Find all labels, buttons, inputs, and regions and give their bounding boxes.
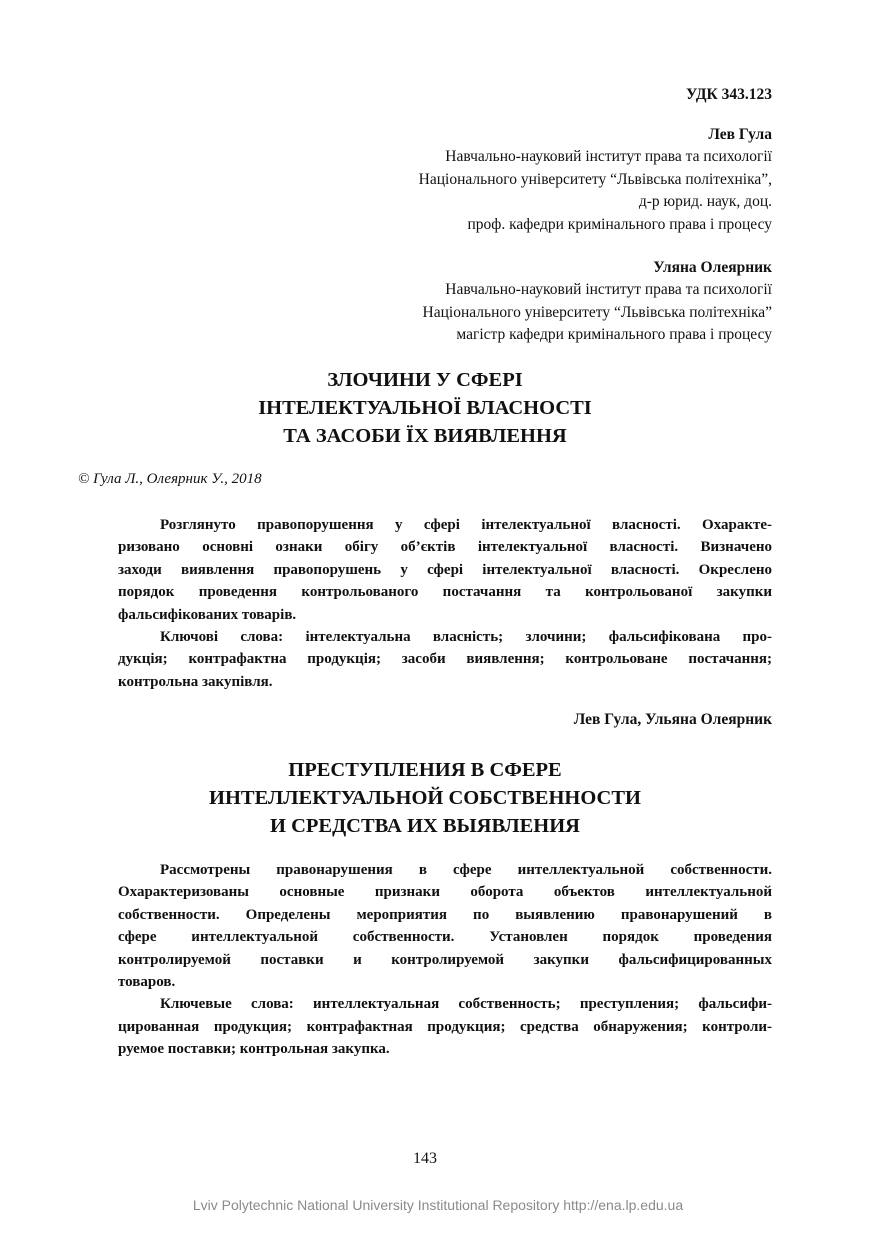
abstract-line: порядок проведення контрольованого постачання та контрольованої закупки <box>118 584 772 601</box>
title-line: ПРЕСТУПЛЕНИЯ В СФЕРЕ <box>288 759 562 781</box>
author-name: Лев Гула <box>708 126 772 143</box>
title-line: ИНТЕЛЛЕКТУАЛЬНОЙ СОБСТВЕННОСТИ <box>209 787 641 809</box>
abstract-line: товаров. <box>118 974 176 991</box>
title-line: ТА ЗАСОБИ ЇХ ВИЯВЛЕННЯ <box>283 425 567 447</box>
keywords-line: руемое поставки; контрольная закупка. <box>118 1041 390 1058</box>
author-affiliation: Навчально-науковий інститут права та психології <box>445 148 772 166</box>
author-affiliation: Навчально-науковий інститут права та психології <box>445 281 772 299</box>
keywords-line: контрольна закупівля. <box>118 673 273 690</box>
copyright: © Гула Л., Олеярник У., 2018 <box>78 471 262 487</box>
author-name: Уляна Олеярник <box>653 259 772 276</box>
keywords-line: Ключевые слова: интеллектуальная собственность; преступления; фальсифи- <box>160 996 772 1013</box>
author-degree: д-р юрид. наук, доц. <box>638 193 772 211</box>
abstract-ua <box>118 514 772 693</box>
author-position: проф. кафедри кримінального права і процесу <box>467 215 772 233</box>
author-affiliation: Національного університету “Львівська політехніка” <box>422 303 772 321</box>
abstract-line: сфере интеллектуальной собственности. Установлен порядок проведения <box>118 929 772 946</box>
keywords-line: Ключові слова: інтелектуальна власність; злочини; фальсифікована про- <box>160 629 772 646</box>
title-ru <box>0 756 850 840</box>
abstract-line: ризовано основні ознаки обігу об’єктів інтелектуальної власності. Визначено <box>118 539 772 556</box>
abstract-line: Охарактеризованы основные признаки оборота объектов интеллектуальной <box>118 884 772 901</box>
authors-ru: Лев Гула, Ульяна Олеярник <box>573 711 772 728</box>
abstract-line: Розглянуто правопорушення у сфері інтелектуальної власності. Охаракте- <box>160 517 772 533</box>
abstract-line: фальсифікованих товарів. <box>118 606 297 623</box>
abstract-line: Рассмотрены правонарушения в сфере интеллектуальной собственности. <box>160 862 772 878</box>
title-ua <box>0 366 850 450</box>
keywords-line: цированная продукция; контрафактная продукция; средства обнаружения; контроли- <box>118 1018 772 1035</box>
title-line: ЗЛОЧИНИ У СФЕРІ <box>327 369 523 391</box>
author-block-1 <box>419 124 772 236</box>
page-number: 143 <box>413 1150 437 1167</box>
abstract-ru <box>118 859 772 1061</box>
author-position: магістр кафедри кримінального права і процесу <box>456 326 772 344</box>
abstract-line: собственности. Определены мероприятия по выявлению правонарушений в <box>118 906 772 923</box>
title-line: И СРЕДСТВА ИХ ВЫЯВЛЕНИЯ <box>270 815 580 837</box>
abstract-line: контролируемой поставки и контролируемой закупки фальсифицированных <box>118 951 772 968</box>
repository-footer: Lviv Polytechnic National University Institutional Repository http://ena.lp.edu.ua <box>192 1197 684 1213</box>
title-line: ІНТЕЛЕКТУАЛЬНОЇ ВЛАСНОСТІ <box>258 397 592 419</box>
abstract-line: заходи виявлення правопорушень у сфері інтелектуальної власності. Окреслено <box>118 561 772 578</box>
author-block-2 <box>423 257 772 347</box>
author-affiliation: Національного університету “Львівська політехніка”, <box>418 170 772 188</box>
udk-code: УДК 343.123 <box>686 86 772 103</box>
keywords-line: дукція; контрафактна продукція; засоби виявлення; контрольоване постачання; <box>118 651 772 668</box>
